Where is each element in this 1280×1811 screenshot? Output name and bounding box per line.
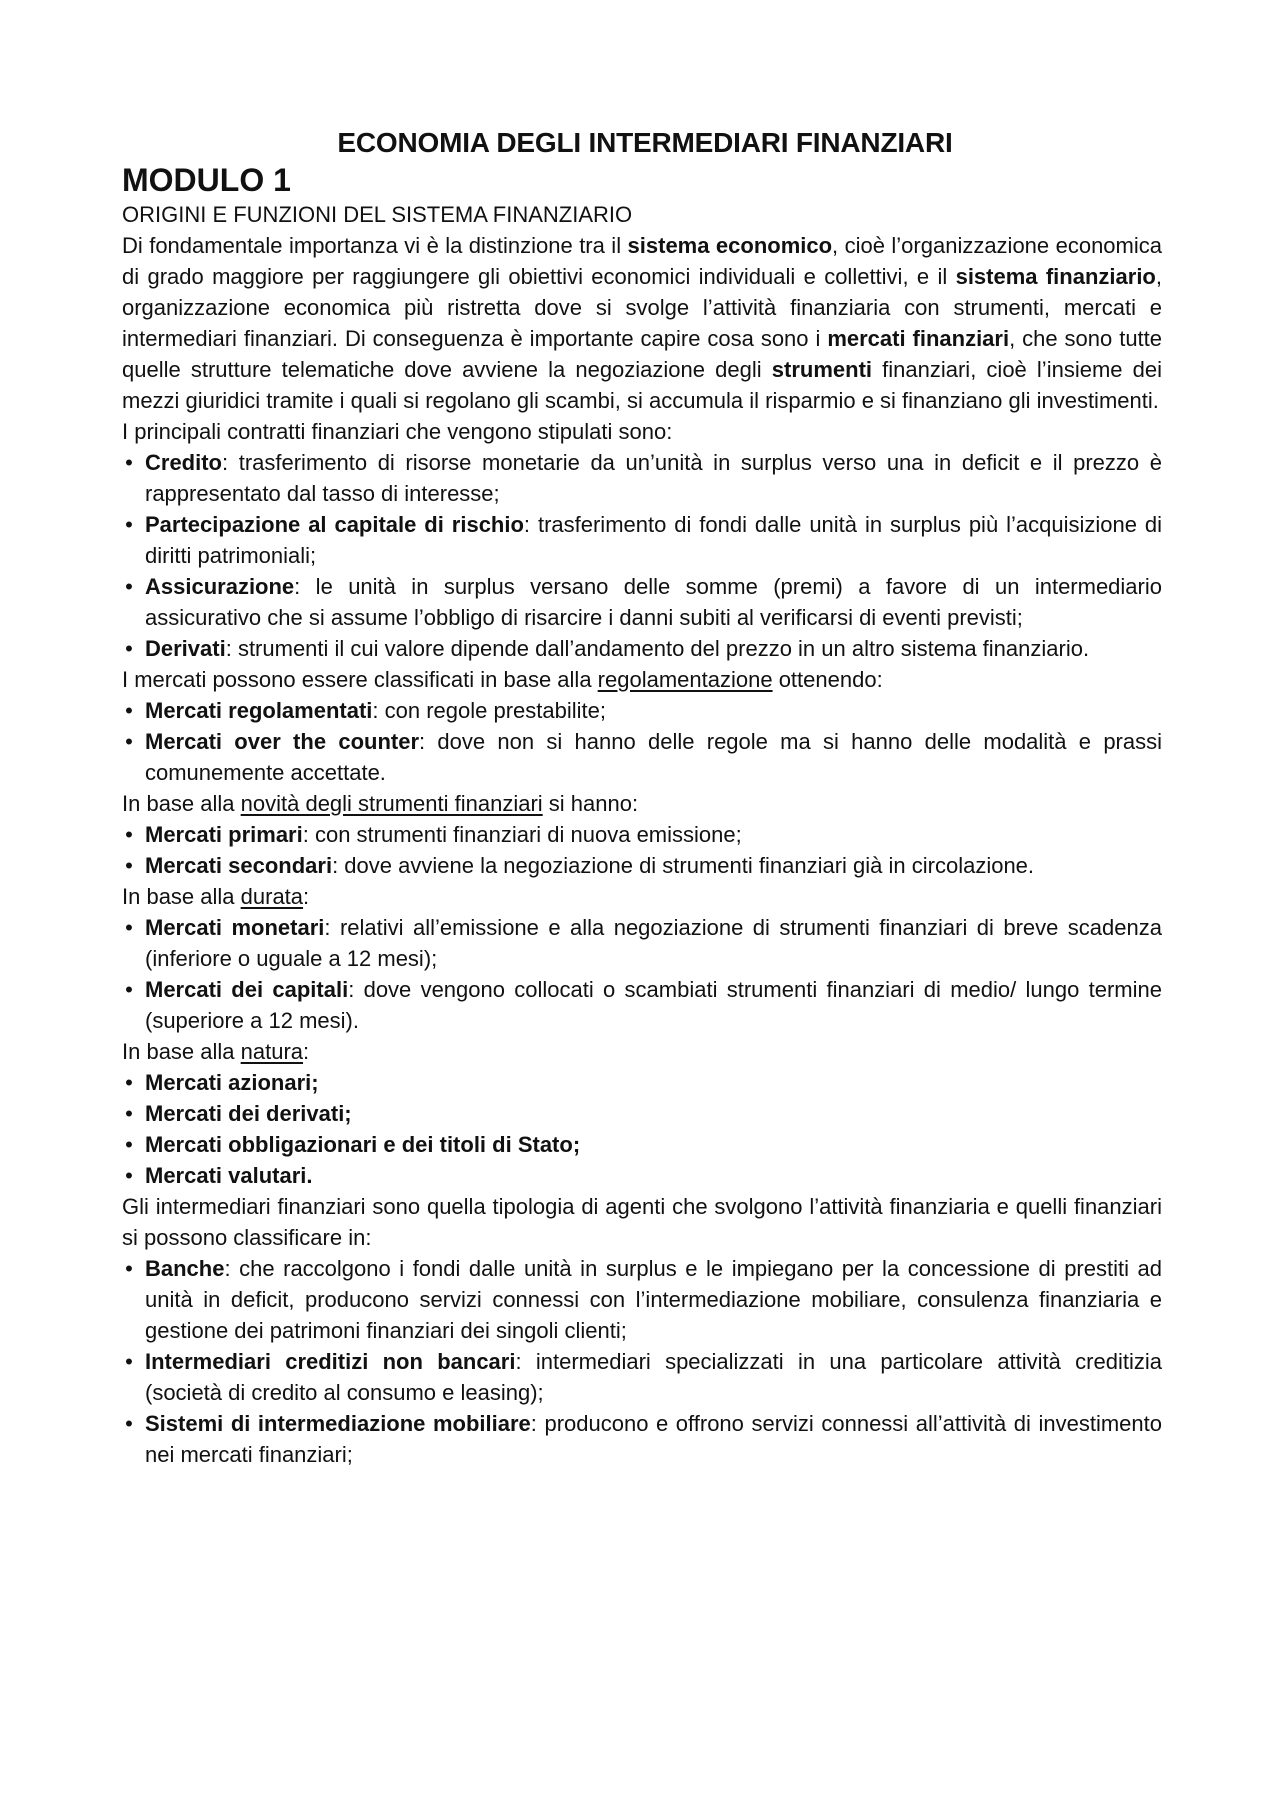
bullet-icon: • bbox=[125, 1163, 133, 1188]
intermediaries-lead: Gli intermediari finanziari sono quella tipologia di agenti che svolgono l’attività finanziaria e quelli finanziari si possono classificare in: bbox=[122, 1194, 1162, 1250]
lead-text: I mercati possono essere classificati in base alla bbox=[122, 667, 598, 692]
list-item bbox=[122, 695, 1162, 726]
list-item bbox=[122, 850, 1162, 881]
list-item bbox=[122, 1098, 1162, 1129]
list-item-text: : con strumenti finanziari di nuova emissione; bbox=[302, 822, 742, 847]
list-item bbox=[122, 1067, 1162, 1098]
bullet-icon: • bbox=[125, 915, 133, 940]
novelty-list bbox=[122, 819, 1162, 881]
bullet-icon: • bbox=[125, 729, 133, 754]
list-item-text: : relativi all’emissione e alla negoziazione di strumenti finanziari di breve scadenza (inferiore o uguale a 12 mesi); bbox=[145, 915, 1162, 971]
bullet-icon: • bbox=[125, 450, 133, 475]
list-item-term: Banche bbox=[145, 1256, 225, 1281]
list-item-text: : le unità in surplus versano delle somme (premi) a favore di un intermediario assicurativo che si assume l’obbligo di risarcire i danni subiti al verificarsi di eventi previsti; bbox=[145, 574, 1162, 630]
bullet-icon: • bbox=[125, 1132, 133, 1157]
underlined-term: novità degli strumenti finanziari bbox=[240, 791, 543, 816]
list-item-term: Sistemi di intermediazione mobiliare bbox=[145, 1411, 531, 1436]
list-item-term: Mercati azionari; bbox=[145, 1070, 319, 1095]
underlined-term: regolamentazione bbox=[597, 667, 773, 692]
list-item bbox=[122, 726, 1162, 788]
regulation-lead bbox=[122, 664, 1162, 695]
list-item-text: : intermediari specializzati in una particolare attività creditizia (società di credito al consumo e leasing); bbox=[145, 1349, 1162, 1405]
lead-text: : bbox=[303, 1039, 310, 1064]
bullet-icon: • bbox=[125, 853, 133, 878]
intro-text: finanziari, cioè l’insieme dei mezzi giuridici tramite i quali si regolano gli scambi, si accumula il risparmio e si finanziano gli investimenti. bbox=[122, 357, 1162, 413]
document-title: ECONOMIA DEGLI INTERMEDIARI FINANZIARI bbox=[337, 127, 953, 158]
lead-text: In base alla bbox=[122, 884, 241, 909]
list-item-term: Mercati secondari bbox=[145, 853, 333, 878]
list-item bbox=[122, 571, 1162, 633]
list-item-term: Assicurazione bbox=[145, 574, 295, 599]
list-item-text: : strumenti il cui valore dipende dall’andamento del prezzo in un altro sistema finanziario. bbox=[225, 636, 1090, 661]
list-item bbox=[122, 1160, 1162, 1191]
bullet-icon: • bbox=[125, 636, 133, 661]
novelty-lead bbox=[122, 788, 1162, 819]
list-item bbox=[122, 974, 1162, 1036]
intro-text: , che sono tutte quelle strutture telematiche dove avviene la negoziazione degli bbox=[122, 326, 1163, 382]
list-item-term: Mercati monetari bbox=[145, 915, 325, 940]
list-item bbox=[122, 1253, 1162, 1346]
list-item-term: Credito bbox=[145, 450, 222, 475]
underlined-term: durata bbox=[240, 884, 304, 909]
list-item bbox=[122, 509, 1162, 571]
list-item-term: Mercati primari bbox=[145, 822, 303, 847]
document-page bbox=[122, 125, 1162, 1470]
list-item-term: Mercati dei derivati; bbox=[145, 1101, 352, 1126]
bullet-icon: • bbox=[125, 1349, 133, 1374]
list-item-text: : trasferimento di fondi dalle unità in surplus più l’acquisizione di diritti patrimoniali; bbox=[145, 512, 1162, 568]
bullet-icon: • bbox=[125, 574, 133, 599]
list-item-term: Mercati regolamentati bbox=[145, 698, 373, 723]
list-item-text: : producono e offrono servizi connessi all’attività di investimento nei mercati finanziari; bbox=[145, 1411, 1162, 1467]
term-sistema-economico: sistema economico bbox=[627, 233, 833, 258]
list-item bbox=[122, 912, 1162, 974]
lead-text: In base alla bbox=[122, 791, 241, 816]
bullet-icon: • bbox=[125, 977, 133, 1002]
contracts-lead: I principali contratti finanziari che vengono stipulati sono: bbox=[122, 419, 673, 444]
list-item bbox=[122, 819, 1162, 850]
list-item bbox=[122, 1129, 1162, 1160]
list-item-term: Mercati over the counter bbox=[145, 729, 420, 754]
nature-list bbox=[122, 1067, 1162, 1191]
bullet-icon: • bbox=[125, 698, 133, 723]
list-item-text: : dove vengono collocati o scambiati strumenti finanziari di medio/ lungo termine (superiore a 12 mesi). bbox=[145, 977, 1162, 1033]
lead-text: si hanno: bbox=[542, 791, 639, 816]
list-item-term: Mercati obbligazionari e dei titoli di Stato; bbox=[145, 1132, 581, 1157]
contracts-list bbox=[122, 447, 1162, 664]
list-item-text: : con regole prestabilite; bbox=[372, 698, 606, 723]
lead-text: In base alla bbox=[122, 1039, 241, 1064]
duration-list bbox=[122, 912, 1162, 1036]
term-sistema-finanziario: sistema finanziario bbox=[955, 264, 1156, 289]
list-item-text: : dove non si hanno delle regole ma si hanno delle modalità e prassi comunemente accettate. bbox=[145, 729, 1163, 785]
bullet-icon: • bbox=[125, 1101, 133, 1126]
duration-lead bbox=[122, 881, 1162, 912]
bullet-icon: • bbox=[125, 1070, 133, 1095]
lead-text: ottenendo: bbox=[772, 667, 883, 692]
bullet-icon: • bbox=[125, 822, 133, 847]
list-item bbox=[122, 633, 1162, 664]
intermediaries-list bbox=[122, 1253, 1162, 1470]
list-item bbox=[122, 447, 1162, 509]
bullet-icon: • bbox=[125, 1411, 133, 1436]
list-item-term: Partecipazione al capitale di rischio bbox=[145, 512, 524, 537]
term-strumenti: strumenti bbox=[771, 357, 873, 382]
regulation-list bbox=[122, 695, 1162, 788]
list-item-term: Intermediari creditizi non bancari bbox=[145, 1349, 516, 1374]
list-item bbox=[122, 1346, 1162, 1408]
intro-text: Di fondamentale importanza vi è la distinzione tra il bbox=[122, 233, 628, 258]
list-item-text: : dove avviene la negoziazione di strumenti finanziari già in circolazione. bbox=[332, 853, 1035, 878]
intro-paragraph bbox=[122, 230, 1162, 416]
lead-text: : bbox=[303, 884, 310, 909]
list-item-term: Mercati dei capitali bbox=[145, 977, 349, 1002]
underlined-term: natura bbox=[240, 1039, 304, 1064]
list-item bbox=[122, 1408, 1162, 1470]
section-title: ORIGINI E FUNZIONI DEL SISTEMA FINANZIARIO bbox=[122, 202, 633, 227]
list-item-term: Mercati valutari. bbox=[145, 1163, 313, 1188]
module-title: MODULO 1 bbox=[122, 162, 291, 198]
intro-text: , cioè l’organizzazione economica di grado maggiore per raggiungere gli obiettivi economici individuali e collettivi, e il bbox=[122, 233, 1162, 289]
bullet-icon: • bbox=[125, 512, 133, 537]
term-mercati-finanziari: mercati finanziari bbox=[827, 326, 1010, 351]
list-item-text: : che raccolgono i fondi dalle unità in surplus e le impiegano per la concessione di prestiti ad unità in deficit, producono servizi connessi con l’intermediazione mobiliare, consulenza finanziaria e gestione dei patrimoni finanziari dei singoli clienti; bbox=[145, 1256, 1162, 1343]
list-item-term: Derivati bbox=[145, 636, 226, 661]
nature-lead bbox=[122, 1036, 1162, 1067]
intro-text: , organizzazione economica più ristretta dove si svolge l’attività finanziaria con strumenti, mercati e intermediari finanziari. Di conseguenza è importante capire cosa sono i bbox=[122, 264, 1162, 351]
bullet-icon: • bbox=[125, 1256, 133, 1281]
list-item-text: : trasferimento di risorse monetarie da un’unità in surplus verso una in deficit e il prezzo è rappresentato dal tasso di interesse; bbox=[145, 450, 1162, 506]
